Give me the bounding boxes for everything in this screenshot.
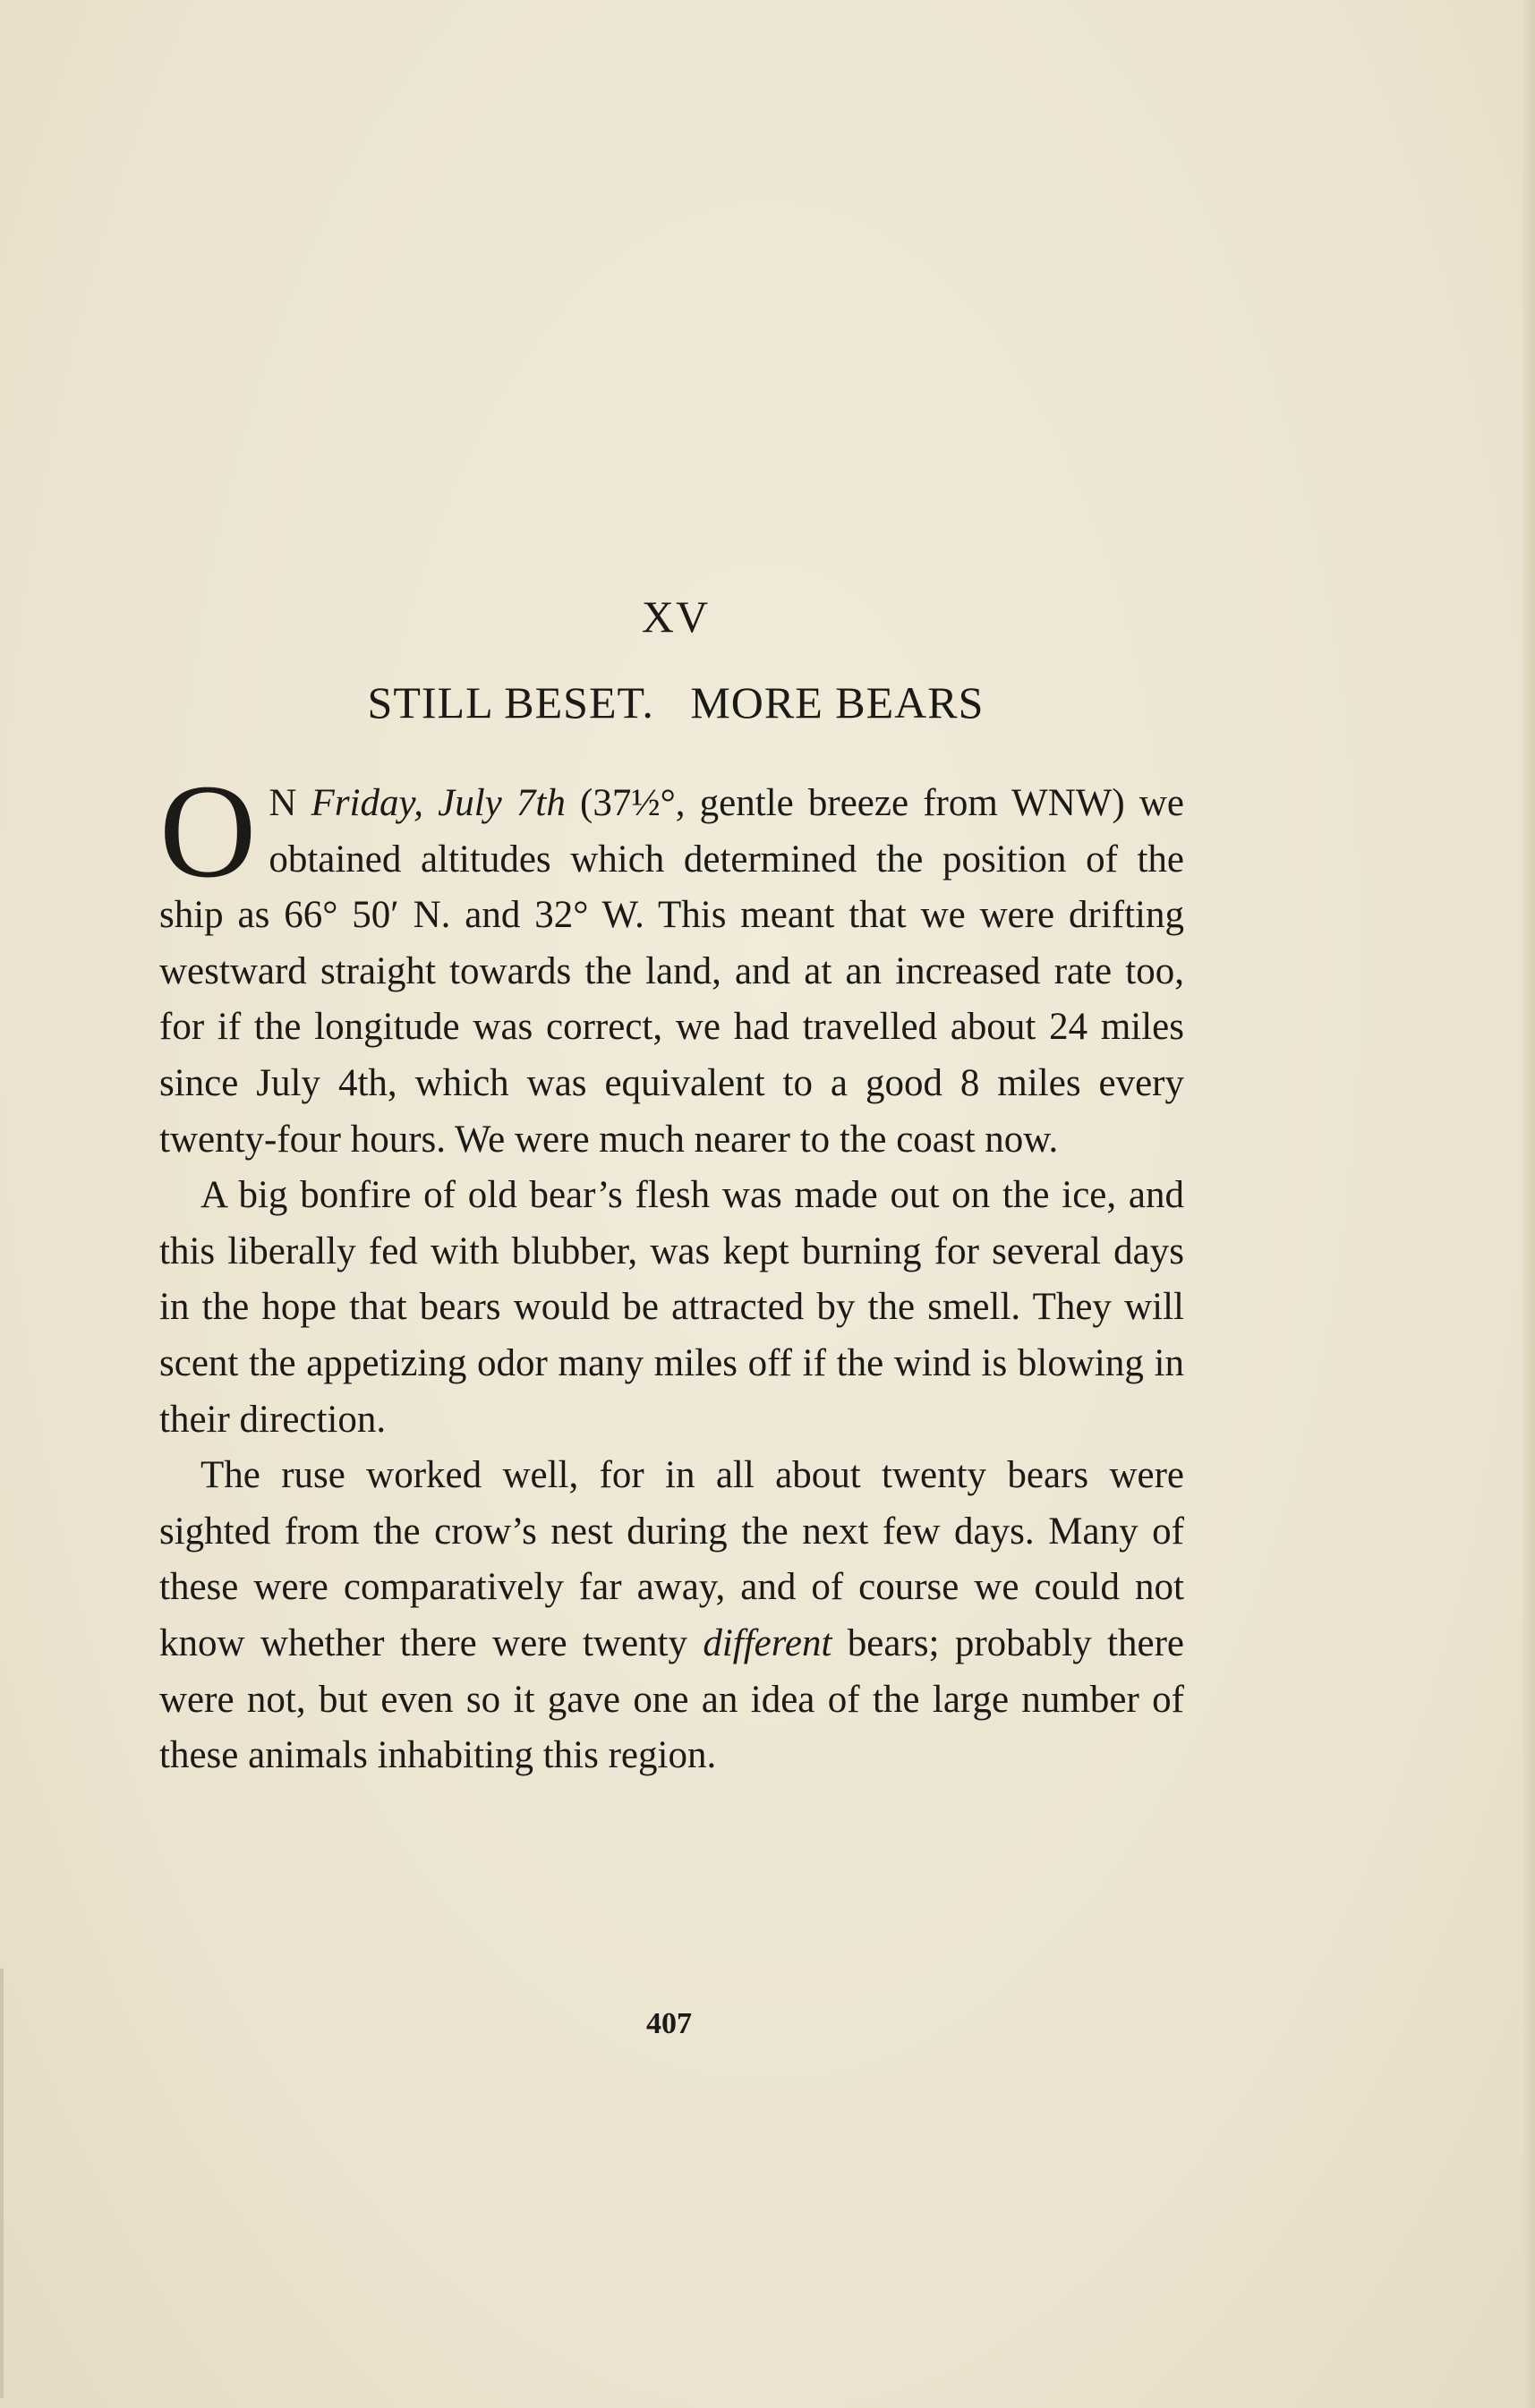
paragraph-3-text-before: The ruse worked well, for in all about twenty bears were sighted from the crow’s nest during the next few days. Many of these were comparatively far away, and of course we could not know whether there were twenty — [159, 1454, 1184, 1664]
drop-cap: O — [159, 757, 257, 906]
paragraph-3 — [159, 1448, 1184, 1784]
page-number: 407 — [646, 2007, 692, 2040]
chapter-body — [159, 757, 1185, 1784]
lead-letter: N — [269, 782, 297, 824]
chapter-title: STILL BESET. MORE BEARS — [367, 677, 985, 728]
italic-date: Friday, July 7th — [311, 782, 566, 824]
paragraph-1 — [159, 757, 1185, 1168]
page-edge-right — [1522, 0, 1535, 2408]
chapter-number: XV — [641, 591, 711, 642]
paragraph-1-text: (37½°, gentle breeze from WNW) we obtained altitudes which determined the position of the ship as 66° 50′ N. and 32° W. This meant that we were drifting westward straight towards the land, and at an increased rate too, for if the longitude was correct, we had travelled about 24 miles since July 4th, which was equivalent to a good 8 miles every twenty-four hours. We were much nearer to the coast now. — [159, 782, 1185, 1161]
paragraph-2: A big bonfire of old bear’s flesh was made out on the ice, and this liberally fed with blubber, was kept burning for several days in the hope that bears would be attracted by the smell. They will scent the appetizing odor many miles off if the wind is blowing in their direction. — [159, 1174, 1184, 1441]
paragraph-3-text-after: bears; probably there were not, but even so it gave one an idea of the large number of these animals inhabiting this region. — [159, 1621, 1184, 1777]
italic-word: different — [703, 1621, 832, 1664]
